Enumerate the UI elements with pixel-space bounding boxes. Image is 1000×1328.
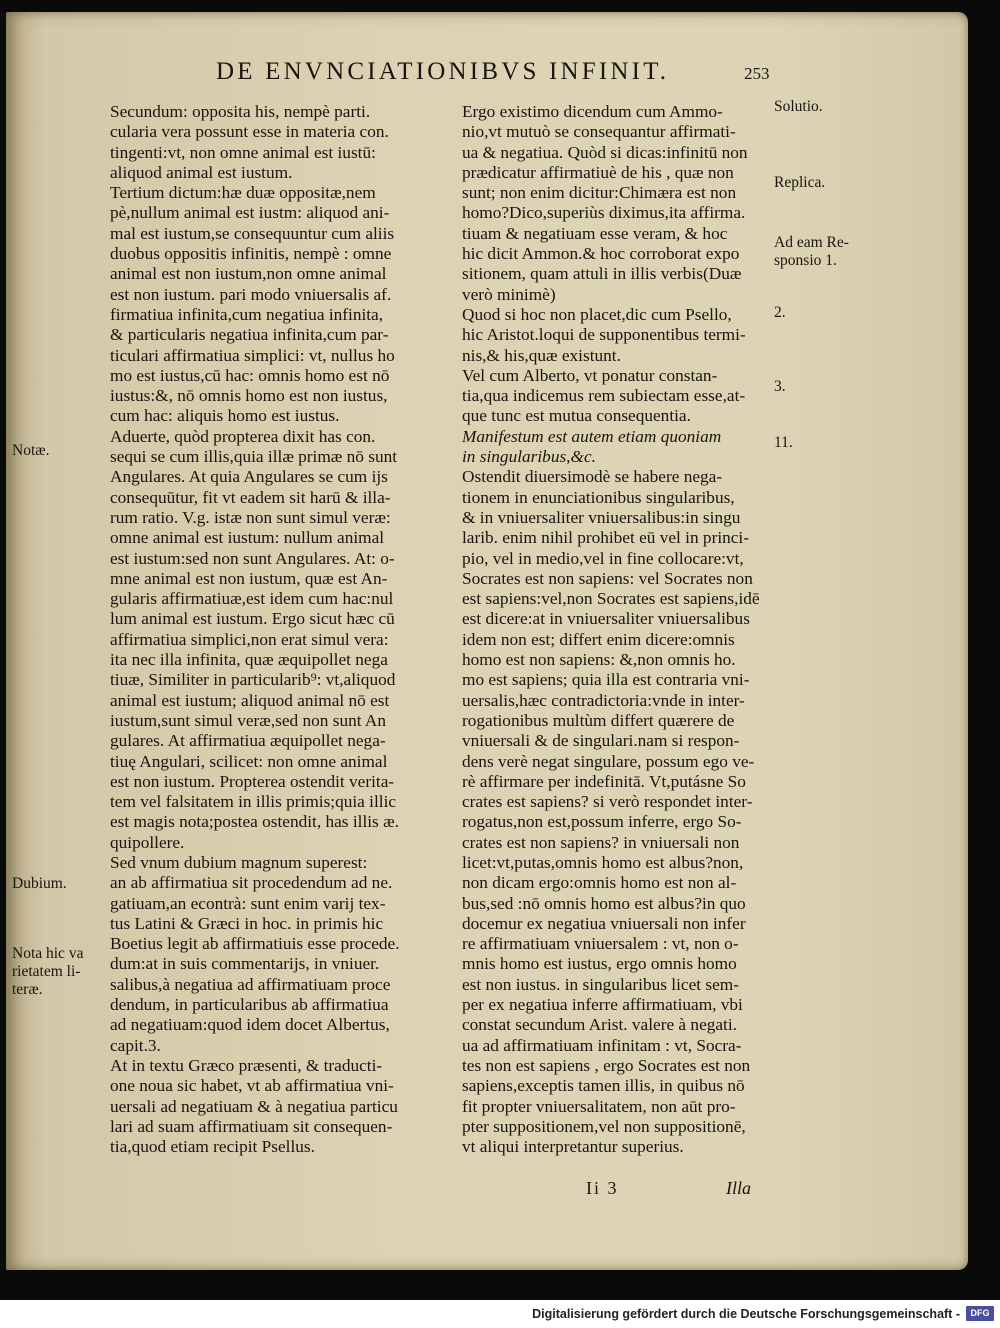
text-line: lum animal est iustum. Ergo sicut hæc cū (110, 609, 395, 629)
margin-note-ad-eam-2: sponsio 1. (774, 252, 837, 269)
running-head: DE ENVNCIATIONIBVS INFINIT. (216, 58, 670, 85)
text-line: crates est sapiens? si verò respondet inter- (462, 792, 753, 812)
text-line: & particularis negatiua infinita,cum par- (110, 325, 389, 345)
signature-mark: Ii 3 (586, 1178, 619, 1198)
text-line: pè,nullum animal est iustm: aliquod ani- (110, 203, 390, 223)
margin-note-varietas-1: Nota hic va (12, 945, 84, 962)
text-line: cularia vera possunt esse in materia con. (110, 122, 389, 142)
text-line: licet:vt,putas,omnis homo est albus?non, (462, 852, 744, 872)
text-line: est non iustus. in singularibus licet sem- (462, 974, 739, 994)
text-line: tem vel falsitatem in illis primis;quia illic (110, 792, 397, 812)
left-column (110, 102, 440, 1157)
text-line: ticulari affirmatiua simplici: vt, nullus ho (110, 345, 395, 365)
text-line: omne animal est iustum: nullum animal (110, 528, 385, 548)
margin-note-varietas-3: teræ. (12, 981, 43, 998)
text-line: dens verè negat singulare, possum ego ve- (462, 751, 755, 771)
text-line: tiuam & negatiuam esse veram, & hoc (462, 223, 728, 243)
text-line: homo est non sapiens: &,non omnis ho. (462, 650, 736, 670)
text-line: est non iustum. pari modo vniuersalis af. (110, 284, 392, 304)
text-line: mne animal est non iustum, quæ est An- (110, 568, 388, 588)
catchword: Illa (726, 1178, 751, 1198)
text-line: ad negatiuam:quod idem docet Albertus, (110, 1015, 390, 1035)
text-line: capit.3. (110, 1035, 161, 1055)
text-line: sunt; non enim dicitur:Chimæra est non (462, 183, 737, 203)
text-line: rogationibus multùm differt quærere de (462, 710, 735, 730)
text-line: hic Aristot.loqui de supponentibus termi- (462, 325, 746, 345)
text-line: uersali ad negatiuam & à negatiua particu (110, 1096, 398, 1116)
dfg-logo-icon: DFG (966, 1306, 994, 1321)
text-line: pter suppositionem,vel non suppositionē, (462, 1116, 746, 1136)
right-column (462, 102, 772, 1157)
margin-note-replica: Replica. (774, 174, 826, 191)
text-line: nio,vt mutuò se consequantur affirmati- (462, 122, 736, 142)
text-line: tia,quod etiam recipit Psellus. (110, 1137, 315, 1157)
text-line: iustum,sunt simul veræ,sed non sunt An (110, 710, 387, 730)
text-line: est sapiens:vel,non Socrates est sapiens,idē (462, 589, 760, 609)
text-line: animal est iustum; aliquod animal nō est (110, 690, 390, 710)
text-line: Ergo existimo dicendum cum Ammo- (462, 102, 723, 121)
text-line: Secundum: opposita his, nempè parti. (110, 102, 371, 121)
text-line: firmatiua infinita,cum negatiua infinita, (110, 304, 384, 324)
page-number: 253 (744, 64, 770, 83)
book-page (6, 12, 968, 1270)
text-line: tingenti:vt, non omne animal est iustū: (110, 142, 376, 162)
margin-note-solutio: Solutio. (774, 98, 823, 115)
text-line: pio, vel in medio,vel in fine collocare:vt, (462, 548, 744, 568)
text-line: vt aliqui interpretantur superius. (462, 1137, 684, 1157)
margin-note-2: 2. (774, 304, 786, 321)
text-line: crates est non sapiens? in vniuersali non (462, 832, 740, 852)
text-line: Sed vnum dubium magnum superest: (110, 852, 368, 872)
text-line: affirmatiua simplici,non erat simul vera: (110, 629, 389, 649)
text-line: fit propter vniuersalitatem, non aūt pro- (462, 1096, 736, 1116)
margin-note-varietas-2: rietatem li- (12, 963, 81, 980)
text-line: constat secundum Arist. valere à negati. (462, 1015, 737, 1035)
text-line: tes non est sapiens , ergo Socrates est non (462, 1055, 751, 1075)
text-line: Boetius legit ab affirmatiuis esse procede. (110, 934, 400, 954)
text-line: aliquod animal est iustum. (110, 162, 293, 182)
text-line: sapiens,exceptis tamen illis, in quibus nō (462, 1076, 745, 1096)
margin-note-11: 11. (774, 434, 793, 451)
text-line: est non iustum. Propterea ostendit verita- (110, 771, 395, 791)
text-line: one noua sic habet, vt ab affirmatiua vni- (110, 1076, 394, 1096)
text-line: mo est iustus,cū hac: omnis homo est nō (110, 365, 390, 385)
text-line: nis,& his,quæ existunt. (462, 345, 621, 365)
text-line: hic dicit Ammon.& hoc corroborat expo (462, 244, 740, 264)
text-line: larib. enim nihil prohibet eū vel in princi- (462, 528, 749, 548)
text-line: mnis homo est iustus, ergo omnis homo (462, 954, 737, 974)
text-line: vniuersali & de singulari.nam si respon- (462, 731, 740, 751)
text-line: & in vniuersaliter vniuersalibus:in singu (462, 507, 741, 527)
text-line: salibus,à negatiua ad affirmatiuam proce (110, 974, 391, 994)
text-line: tiuę Angulari, scilicet: non omne animal (110, 751, 388, 771)
text-line: mo est sapiens; quia illa est contraria vni- (462, 670, 750, 690)
text-line: Socrates est non sapiens: vel Socrates non (462, 568, 753, 588)
text-line: At in textu Græco præsenti, & traducti- (110, 1055, 383, 1075)
text-line: per ex negatiua inferre affirmatiuam, vbi (462, 995, 743, 1015)
text-line: mal est iustum,se consequuntur cum aliis (110, 223, 395, 243)
text-line: cum hac: aliquis homo est iustus. (110, 406, 340, 426)
text-line: gulares. At affirmatiua æquipollet nega- (110, 731, 386, 751)
text-line: Tertium dictum:hæ duæ oppositæ,nem (110, 183, 376, 203)
text-line: an ab affirmatiua sit procedendum ad ne. (110, 873, 393, 893)
text-line: tia,qua indicemus rem subiectam esse,at- (462, 386, 746, 406)
text-line: tionem in enunciationibus singularibus, (462, 487, 735, 507)
footer-credit: Digitalisierung gefördert durch die Deutsche Forschungsgemeinschaft - (532, 1307, 960, 1321)
text-line: Ostendit diuersimodè se habere nega- (462, 467, 723, 487)
text-line: quipollere. (110, 832, 185, 852)
text-line: Vel cum Alberto, vt ponatur constan- (462, 365, 718, 385)
text-line: bus,sed :nō omnis homo est albus?in quo (462, 893, 746, 913)
text-line: dum:at in suis commentarijs, in vniuer. (110, 954, 380, 974)
text-line: rè affirmare per indefinitā. Vt,putásne So (462, 771, 746, 791)
text-line: tus Latini & Græci in hoc. in primis hic (110, 913, 384, 933)
text-line: gularis affirmatiuæ,est idem cum hac:nul (110, 589, 394, 609)
text-line: tiuæ, Similiter in particularib⁹: vt,aliquod (110, 670, 396, 690)
text-line: Angulares. At quia Angulares se cum ijs (110, 467, 388, 487)
margin-note-dubium: Dubium. (12, 875, 67, 892)
text-line: idem non est; differt enim dicere:omnis (462, 629, 735, 649)
text-line: verò minimè) (462, 284, 556, 304)
margin-note-3: 3. (774, 378, 786, 395)
text-line: Quod si hoc non placet,dic cum Psello, (462, 304, 732, 324)
text-line: lari ad suam affirmatiuam sit consequen- (110, 1116, 393, 1136)
text-line: ua ad affirmatiuam infinitam : vt, Socra- (462, 1035, 742, 1055)
text-line: iustus:&, nō omnis homo est non iustus, (110, 386, 388, 406)
text-line: homo?Dico,superiùs diximus,ita affirma. (462, 203, 746, 223)
text-line: docemur ex negatiua vniuersali non infer (462, 913, 746, 933)
text-line: gatiuam,an econtrà: sunt enim varij tex- (110, 893, 386, 913)
text-line: Manifestum est autem etiam quoniam (462, 426, 722, 446)
text-line: animal est non iustum,non omne animal (110, 264, 387, 284)
text-line: in singularibus,&c. (462, 447, 596, 467)
margin-note-notae: Notæ. (12, 442, 50, 459)
text-line: est magis nota;postea ostendit, has illis æ. (110, 812, 399, 832)
text-line: prædicatur affirmatiuè de his , quæ non (462, 162, 734, 182)
text-line: est iustum:sed non sunt Angulares. At: o- (110, 548, 395, 568)
text-line: uersalis,hæc contradictoria:vnde in inter- (462, 690, 745, 710)
text-line: rogatus,non est,possum inferre, ergo So- (462, 812, 742, 832)
text-line: Aduerte, quòd propterea dixit has con. (110, 426, 376, 446)
text-line: sitionem, quam attuli in illis verbis(Duæ (462, 264, 742, 284)
text-line: est dicere:at in vniuersaliter vniuersalibus (462, 609, 750, 629)
text-line: ita nec illa infinita, quæ æquipollet nega (110, 650, 388, 670)
text-line: rum ratio. V.g. istæ non sunt simul veræ: (110, 507, 391, 527)
text-line: consequūtur, fit vt eadem sit harū & illa- (110, 487, 391, 507)
margin-note-ad-eam-1: Ad eam Re- (774, 234, 849, 251)
text-line: re affirmatiuam vniuersalem : vt, non o- (462, 934, 739, 954)
text-line: dendum, in particularibus ab affirmatiua (110, 995, 389, 1015)
text-line: duobus oppositis infinitis, nempè : omne (110, 244, 392, 264)
text-line: non dicam ergo:omnis homo est non al- (462, 873, 737, 893)
text-line: que tunc est mutua consequentia. (462, 406, 691, 426)
text-line: sequi se cum illis,quia illæ primæ nō sunt (110, 447, 398, 467)
footer-bar (0, 1300, 1000, 1328)
text-line: ua & negatiua. Quòd si dicas:infinitū non (462, 142, 748, 162)
